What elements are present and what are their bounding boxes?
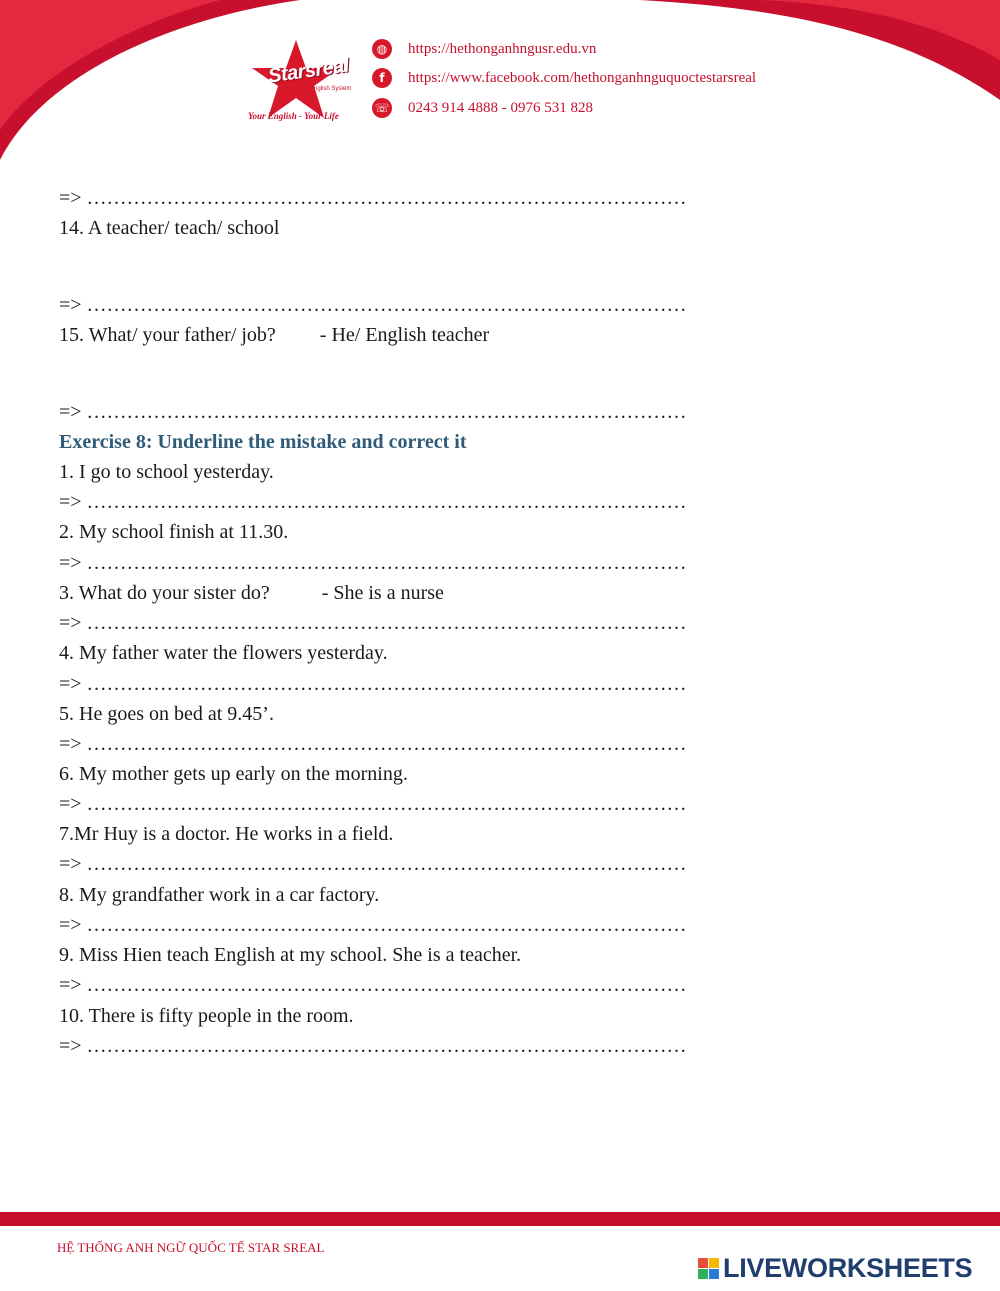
liveworksheets-logo[interactable] — [698, 1253, 972, 1284]
answer-line[interactable]: => ……………………………………………………………………………… — [59, 552, 687, 574]
exercise-8-title: Exercise 8: Underline the mistake and correct it — [59, 431, 467, 453]
answer-line[interactable]: => ……………………………………………………………………………… — [59, 612, 687, 634]
answer-line[interactable]: => ……………………………………………………………………………… — [59, 491, 687, 513]
ex8-question-3 — [59, 582, 444, 605]
logo-word: Starsreal — [266, 54, 351, 88]
phone-icon: ☏ — [372, 98, 392, 118]
question-15-hint: - He/ English teacher — [319, 324, 490, 346]
question-15 — [59, 324, 489, 347]
ex8-question-7: 7.Mr Huy is a doctor. He works in a field. — [59, 823, 394, 845]
block-yellow — [709, 1258, 719, 1268]
contact-facebook[interactable] — [372, 68, 756, 88]
contact-phone-text: 0243 914 4888 - 0976 531 828 — [408, 99, 593, 116]
question-14-text: 14. A teacher/ teach/ school — [59, 217, 280, 239]
answer-line[interactable]: => ……………………………………………………………………………… — [59, 733, 687, 755]
footer-bar — [0, 1212, 1000, 1226]
block-red — [698, 1258, 708, 1268]
globe-icon: ◍ — [372, 39, 392, 59]
ex8-question-2: 2. My school finish at 11.30. — [59, 521, 289, 543]
footer-text: HỆ THỐNG ANH NGỮ QUỐC TẾ STAR SREAL — [57, 1240, 325, 1255]
ex8-question-3-text: 3. What do your sister do? — [59, 582, 270, 604]
answer-line[interactable]: => ……………………………………………………………………………… — [59, 914, 687, 936]
ex8-question-6: 6. My mother gets up early on the morning. — [59, 763, 408, 785]
question-14 — [59, 217, 279, 240]
answer-line[interactable]: => ……………………………………………………………………………… — [59, 294, 687, 316]
answer-line[interactable]: => ……………………………………………………………………………… — [59, 187, 687, 209]
contact-website-text: https://hethonganhngusr.edu.vn — [408, 40, 597, 57]
ex8-question-3-hint: - She is a nurse — [321, 582, 444, 604]
answer-line[interactable]: => ……………………………………………………………………………… — [59, 853, 687, 875]
ex8-question-5: 5. He goes on bed at 9.45’. — [59, 703, 274, 725]
contact-website[interactable] — [372, 39, 596, 59]
answer-line[interactable]: => ……………………………………………………………………………… — [59, 793, 687, 815]
answer-line[interactable]: => ……………………………………………………………………………… — [59, 401, 687, 423]
ex8-question-9: 9. Miss Hien teach English at my school. She is a teacher. — [59, 944, 522, 966]
ex8-question-10: 10. There is fifty people in the room. — [59, 1005, 354, 1027]
answer-line[interactable]: => ……………………………………………………………………………… — [59, 974, 687, 996]
liveworksheets-wordmark: LIVEWORKSHEETS — [723, 1253, 973, 1283]
ex8-question-1: 1. I go to school yesterday. — [59, 461, 274, 483]
logo-subtitle: English System — [310, 86, 352, 92]
facebook-icon: f — [372, 68, 392, 88]
contact-phone[interactable] — [372, 98, 593, 118]
question-15-text: 15. What/ your father/ job? — [59, 324, 276, 346]
logo-tagline: Your English - Your Life — [248, 111, 339, 121]
liveworksheets-blocks-icon — [698, 1258, 719, 1279]
block-blue — [709, 1269, 719, 1279]
ex8-question-4: 4. My father water the flowers yesterday. — [59, 642, 388, 664]
ex8-question-8: 8. My grandfather work in a car factory. — [59, 884, 380, 906]
answer-line[interactable]: => ……………………………………………………………………………… — [59, 1035, 687, 1057]
contact-facebook-text: https://www.facebook.com/hethonganhnguquoctestarsreal — [408, 69, 757, 86]
answer-line[interactable]: => ……………………………………………………………………………… — [59, 673, 687, 695]
block-green — [698, 1269, 708, 1279]
